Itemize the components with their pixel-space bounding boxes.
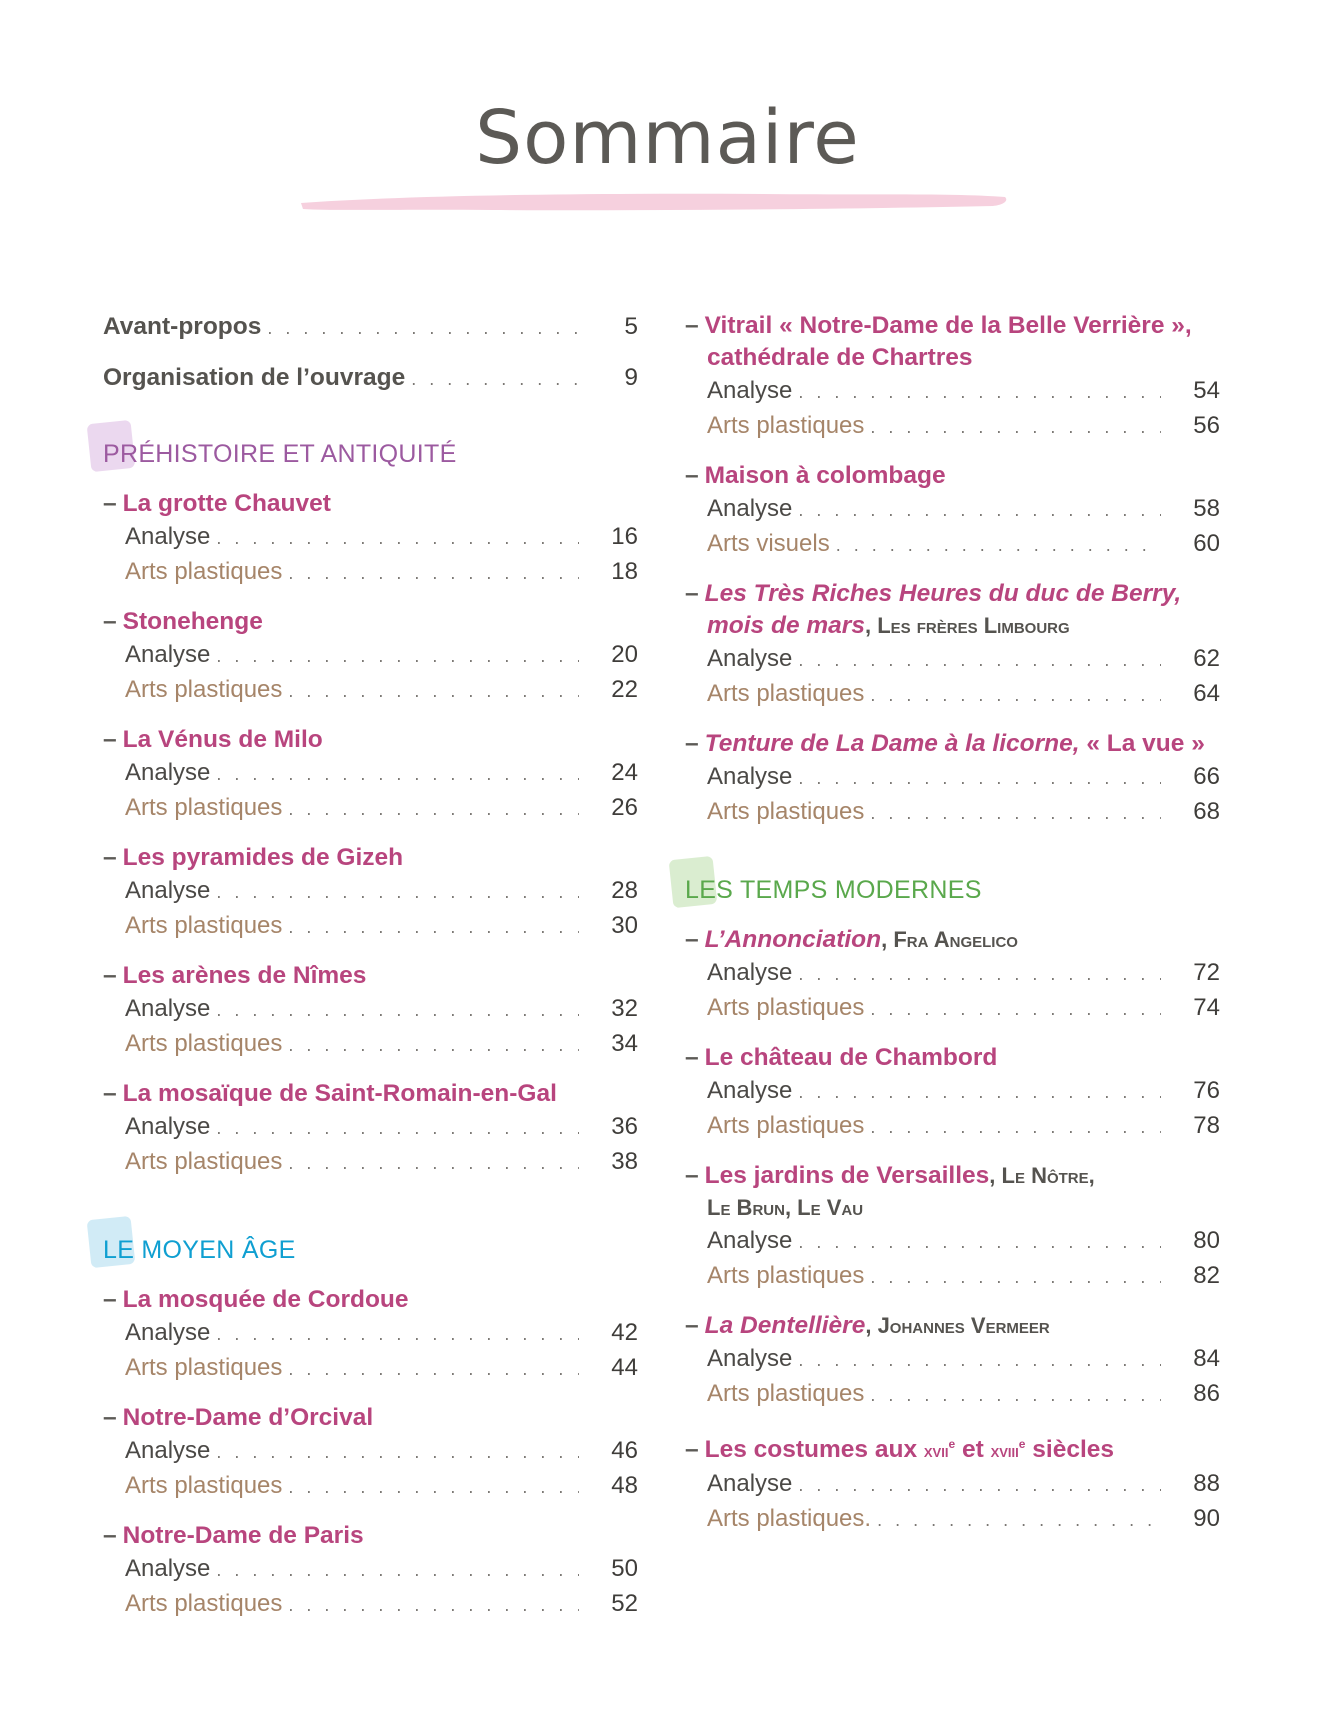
toc-work	[685, 1160, 1220, 1294]
toc-work	[103, 1520, 638, 1622]
toc-work	[685, 578, 1220, 712]
toc-row-arts[interactable]: Arts plastiques . . . 18	[103, 555, 638, 590]
toc-row-arts[interactable]: Arts plastiques . . . 52	[103, 1587, 638, 1622]
toc-row-analyse[interactable]: Analyse . . . 54	[685, 374, 1220, 409]
toc-work	[103, 724, 638, 826]
page-number: 9	[624, 364, 638, 391]
work-title[interactable]: – Les arènes de Nîmes	[103, 962, 367, 989]
work-title[interactable]: – La Dentellière, Johannes Vermeer	[685, 1312, 1050, 1339]
work-title-line2[interactable]: cathédrale de Chartres	[707, 344, 973, 371]
toc-row-arts[interactable]: Arts plastiques . . . 74	[685, 991, 1220, 1026]
toc-row-arts[interactable]: Arts plastiques . . . 56	[685, 409, 1220, 444]
toc-row-arts[interactable]: Arts plastiques . . . 64	[685, 677, 1220, 712]
toc-row-analyse[interactable]: Analyse . . . 36	[103, 1110, 638, 1145]
toc-work	[103, 606, 638, 708]
toc-row-arts[interactable]: Arts plastiques . . . 82	[685, 1259, 1220, 1294]
toc-row-analyse[interactable]: Analyse . . . 24	[103, 756, 638, 791]
toc-row-analyse[interactable]: Analyse . . . 28	[103, 874, 638, 909]
work-title[interactable]: – Le château de Chambord	[685, 1044, 998, 1071]
work-title-line2[interactable]: mois de mars, Les frères Limbourg	[707, 612, 1070, 639]
toc-right-column	[685, 310, 1220, 1553]
toc-row-analyse[interactable]: Analyse . . . 80	[685, 1224, 1220, 1259]
leader-dots	[267, 311, 579, 345]
work-title[interactable]: – Maison à colombage	[685, 462, 946, 489]
toc-row-arts[interactable]: Arts plastiques . . . 78	[685, 1109, 1220, 1144]
entry-label: Organisation de l’ouvrage	[103, 364, 406, 391]
section-name: LE MOYEN ÂGE	[103, 1236, 296, 1264]
page-title: Sommaire	[475, 95, 860, 181]
work-title[interactable]: – La mosaïque de Saint-Romain-en-Gal	[103, 1080, 557, 1107]
toc-work	[103, 842, 638, 944]
toc-left-column	[103, 310, 638, 1638]
work-title[interactable]: – La grotte Chauvet	[103, 490, 331, 517]
toc-row-analyse[interactable]: Analyse . . . 84	[685, 1342, 1220, 1377]
work-title[interactable]: – La mosquée de Cordoue	[103, 1286, 409, 1313]
work-author: Le Brun, Le Vau	[707, 1195, 864, 1220]
work-author: Johannes Vermeer	[877, 1313, 1050, 1338]
toc-row-analyse[interactable]: Analyse . . . 42	[103, 1316, 638, 1351]
toc-row-arts[interactable]: Arts plastiques . . . 30	[103, 909, 638, 944]
toc-entry-front[interactable]	[103, 361, 638, 396]
toc-row-analyse[interactable]: Analyse . . . 46	[103, 1434, 638, 1469]
toc-work	[103, 488, 638, 590]
work-author: Le Nôtre,	[1001, 1163, 1095, 1188]
work-title[interactable]: – L’Annonciation, Fra Angelico	[685, 926, 1018, 953]
work-title[interactable]: – La Vénus de Milo	[103, 726, 323, 753]
work-title[interactable]: – Vitrail « Notre-Dame de la Belle Verrière »,	[685, 312, 1192, 339]
toc-row-arts[interactable]: Arts visuels . . . 60	[685, 527, 1220, 562]
work-title[interactable]: – Tenture de La Dame à la licorne, « La vue »	[685, 730, 1205, 757]
work-title[interactable]: – Stonehenge	[103, 608, 263, 635]
toc-row-arts[interactable]: Arts plastiques . . . 68	[685, 795, 1220, 830]
toc-work	[103, 1078, 638, 1180]
toc-row-analyse[interactable]: Analyse . . . 62	[685, 642, 1220, 677]
work-title[interactable]: – Les costumes aux xvii$^e$ et xviii$^e$ siècles	[685, 1436, 1115, 1464]
toc-work	[685, 310, 1220, 444]
toc-work	[685, 728, 1220, 830]
work-title[interactable]: – Les jardins de Versailles, Le Nôtre,	[685, 1162, 1095, 1189]
toc-work	[685, 924, 1220, 1026]
toc-row-arts[interactable]: Arts plastiques . . . 22	[103, 673, 638, 708]
work-title[interactable]: – Les Très Riches Heures du duc de Berry,	[685, 580, 1182, 607]
toc-row-analyse[interactable]: Analyse . . . 16	[103, 520, 638, 555]
toc-work	[103, 1284, 638, 1386]
toc-work	[103, 1402, 638, 1504]
toc-row-arts[interactable]: Arts plastiques. . . . 90	[685, 1502, 1220, 1537]
work-title[interactable]: – Notre-Dame de Paris	[103, 1522, 364, 1549]
section-name: PRÉHISTOIRE ET ANTIQUITÉ	[103, 440, 457, 468]
toc-row-analyse[interactable]: Analyse . . . 58	[685, 492, 1220, 527]
toc-row-analyse[interactable]: Analyse . . . 88	[685, 1467, 1220, 1502]
leader-dots	[411, 362, 579, 396]
toc-row-analyse[interactable]: Analyse . . . 66	[685, 760, 1220, 795]
work-title[interactable]: – Les pyramides de Gizeh	[103, 844, 404, 871]
toc-row-analyse[interactable]: Analyse . . . 76	[685, 1074, 1220, 1109]
toc-row-arts[interactable]: Arts plastiques . . . 44	[103, 1351, 638, 1386]
toc-entry-front[interactable]	[103, 310, 638, 345]
work-title[interactable]: – Notre-Dame d’Orcival	[103, 1404, 374, 1431]
work-author: Les frères Limbourg	[877, 613, 1070, 638]
title-underline-brush	[293, 185, 1013, 215]
page-number: 5	[624, 313, 638, 340]
toc-row-arts[interactable]: Arts plastiques . . . 48	[103, 1469, 638, 1504]
entry-label: Avant-propos	[103, 313, 262, 340]
section-heading-temps-modernes	[685, 870, 1220, 910]
toc-row-arts[interactable]: Arts plastiques . . . 34	[103, 1027, 638, 1062]
work-title-line2[interactable]	[685, 1192, 1220, 1224]
title-area	[0, 85, 1335, 225]
toc-row-arts[interactable]: Arts plastiques . . . 86	[685, 1377, 1220, 1412]
toc-row-arts[interactable]: Arts plastiques . . . 38	[103, 1145, 638, 1180]
toc-work	[685, 1042, 1220, 1144]
section-name: LES TEMPS MODERNES	[685, 876, 982, 904]
toc-row-arts[interactable]: Arts plastiques . . . 26	[103, 791, 638, 826]
work-author: Fra Angelico	[893, 927, 1018, 952]
toc-work	[103, 960, 638, 1062]
toc-row-analyse[interactable]: Analyse . . . 72	[685, 956, 1220, 991]
toc-work	[685, 460, 1220, 562]
toc-row-analyse[interactable]: Analyse . . . 20	[103, 638, 638, 673]
toc-work	[685, 1310, 1220, 1412]
toc-row-analyse[interactable]: Analyse . . . 32	[103, 992, 638, 1027]
section-heading-prehistoire	[103, 434, 638, 474]
toc-work	[685, 1428, 1220, 1537]
section-heading-moyen-age	[103, 1230, 638, 1270]
toc-row-analyse[interactable]: Analyse . . . 50	[103, 1552, 638, 1587]
